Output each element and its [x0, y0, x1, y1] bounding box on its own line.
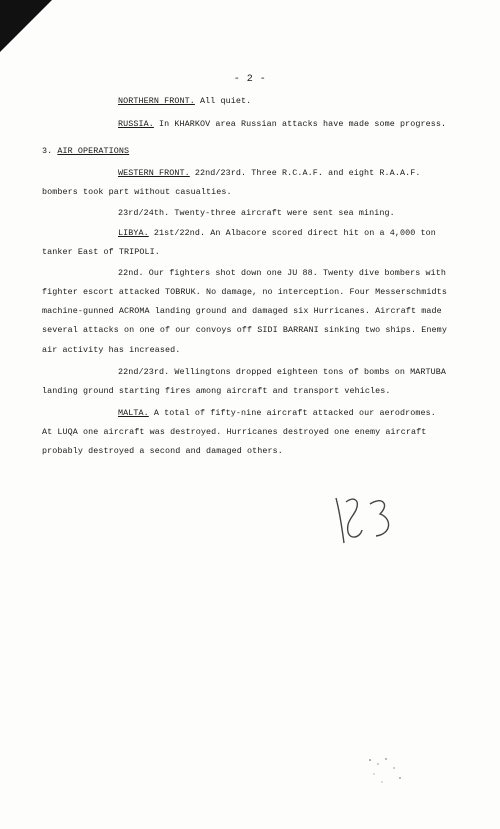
- western-front-text-2: bombers took part without casualties.: [42, 187, 232, 197]
- western-front-line: [118, 168, 420, 178]
- libya-text: 21st/22nd. An Albacore scored direct hit on a 4,000 ton: [153, 228, 436, 238]
- paragraph-22nd-2: fighter escort attacked TOBRUK. No damage, no interception. Four Messerschmidts: [42, 287, 447, 297]
- western-front-heading: WESTERN FRONT.: [118, 168, 190, 178]
- wellingtons-line-2: landing ground starting fires among aircraft and transport vehicles.: [42, 386, 391, 396]
- handwritten-page-mark: [330, 488, 400, 548]
- paragraph-22nd-5: air activity has increased.: [42, 345, 181, 355]
- russia-heading: RUSSIA.: [118, 119, 154, 129]
- northern-front-heading: NORTHERN FRONT.: [118, 96, 195, 106]
- libya-line: [118, 228, 436, 238]
- western-front-text: 22nd/23rd. Three R.C.A.F. and eight R.A.A.F.: [194, 168, 421, 178]
- paragraph-22nd-3: machine-gunned ACROMA landing ground and damaged six Hurricanes. Aircraft made: [42, 306, 442, 316]
- northern-front-line: [118, 96, 251, 106]
- section-heading: [42, 146, 129, 156]
- malta-text-3: probably destroyed a second and damaged others.: [42, 446, 283, 456]
- wellingtons-line-1: 22nd/23rd. Wellingtons dropped eighteen tons of bombs on MARTUBA: [118, 367, 447, 377]
- malta-text: A total of fifty-nine aircraft attacked our aerodromes.: [153, 408, 436, 418]
- malta-heading: MALTA.: [118, 408, 149, 418]
- folded-corner: [0, 0, 52, 52]
- malta-text-2: At LUQA one aircraft was destroyed. Hurricanes destroyed one enemy aircraft: [42, 427, 427, 437]
- page-number: - 2 -: [233, 74, 267, 85]
- malta-line: [118, 408, 436, 418]
- libya-heading: LIBYA.: [118, 228, 149, 238]
- paragraph-22nd-1: 22nd. Our fighters shot down one JU 88. Twenty dive bombers with: [118, 268, 447, 278]
- russia-line: [118, 119, 446, 129]
- mining-line: 23rd/24th. Twenty-three aircraft were sent sea mining.: [118, 208, 395, 218]
- russia-text: In KHARKOV area Russian attacks have made some progress.: [159, 119, 447, 129]
- section-number: 3.: [42, 146, 53, 156]
- paper-specks: [360, 752, 420, 792]
- section-title: AIR OPERATIONS: [57, 146, 130, 156]
- northern-front-text: All quiet.: [200, 96, 252, 106]
- paragraph-22nd-4: several attacks on one of our convoys off SIDI BARRANI sinking two ships. Enemy: [42, 325, 447, 335]
- libya-text-2: tanker East of TRIPOLI.: [42, 247, 160, 257]
